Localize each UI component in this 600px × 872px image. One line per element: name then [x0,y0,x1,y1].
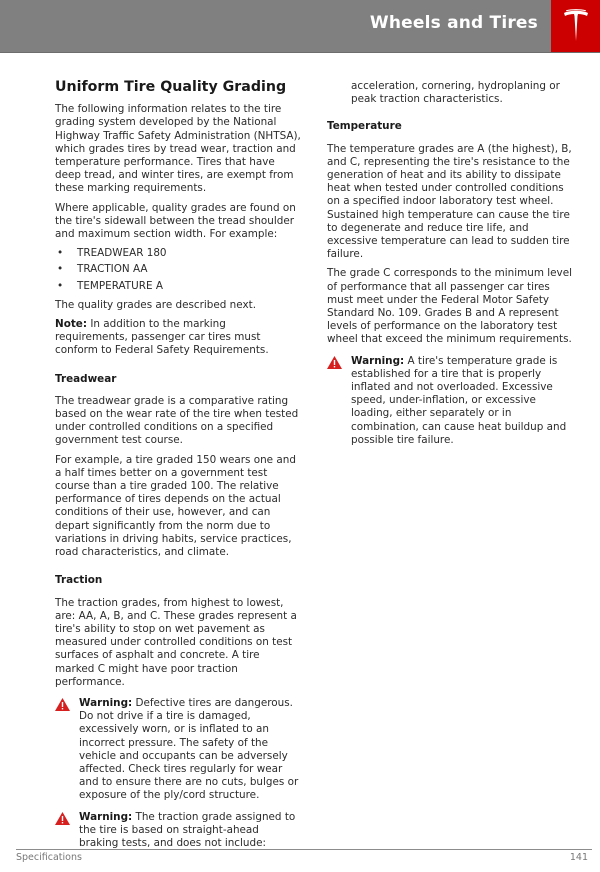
temperature-paragraph-1: The temperature grades are A (the highest), B, and C, representing the tire's resistance to the generation of heat and its ability to dissipate heat when tested under controlled conditions on a specified indoor laboratory test wheel. Sustained high temperature can cause the tire to degenerate and reduce tire life, and excessive temperature can lead to sudden tire failure. [327,142,572,261]
grade-examples-list [55,247,301,293]
treadwear-heading: Treadwear [55,372,117,385]
footer-section-name: Specifications [16,852,82,863]
described-next-paragraph: The quality grades are described next. [55,298,257,311]
warning-label: Warning: [79,696,133,709]
warning-traction-grade [55,811,301,851]
example-text: TEMPERATURE A [77,279,163,292]
list-item [55,280,301,293]
intro-paragraph: The following information relates to the tire grading system developed by the National Highway Traffic Safety Administration (NHTSA), which grades tires by tread wear, traction and temperature performance. Tires that have deep tread, and winter tires, are exempt from these marking requirements. [55,103,301,195]
right-column [327,80,577,453]
note-paragraph [55,318,301,358]
warning-temperature-grade [327,355,577,447]
section-title: Uniform Tire Quality Grading [55,79,287,95]
page-number: 141 [569,852,588,863]
warning-defective-tires [55,697,301,803]
warning-label: Warning: [79,810,133,823]
warning-continuation: acceleration, cornering, hydroplaning or peak traction characteristics. [351,80,560,106]
list-item [55,263,301,276]
header-bar [0,0,600,53]
warning-label: Warning: [351,354,405,367]
footer-divider [16,849,592,850]
warning-triangle-icon [55,812,70,825]
traction-heading: Traction [55,574,103,587]
treadwear-paragraph-1: The treadwear grade is a comparative rating based on the wear rate of the tire when tested under controlled conditions on a specified government test course. [55,394,299,447]
warning-triangle-icon [327,356,342,369]
treadwear-section [55,373,301,560]
note-text: In addition to the marking requirements, passenger car tires must conform to Federal Safety Requirements. [55,318,269,357]
where-applicable-paragraph: Where applicable, quality grades are found on the tire's sidewall between the tread shoulder and maximum section width. For example: [55,201,296,241]
example-text: TREADWEAR 180 [77,247,167,260]
brand-logo-box [551,0,600,52]
tesla-logo-icon [563,9,589,43]
temperature-paragraph-2: The grade C corresponds to the minimum level of performance that all passenger car tires must meet under the Federal Motor Safety Standard No. 109. Grades B and A represent levels of performance on the laboratory test wheel that exceed the minimum requirements. [327,267,572,346]
temperature-heading: Temperature [327,120,402,133]
chapter-title: Wheels and Tires [369,13,538,33]
warning-triangle-icon [55,698,70,711]
temperature-section [327,120,577,447]
bullet-icon: • [57,263,64,276]
traction-section [55,574,301,850]
treadwear-paragraph-2: For example, a tire graded 150 wears one and a half times better on a government test course than a tire graded 100. The relative performance of tires depends on the actual conditions of their use, however, and can depart significantly from the norm due to variations in driving habits, service practices, road characteristics, and climate. [55,453,296,559]
warning-text: Defective tires are dangerous. Do not drive if a tire is damaged, excessively worn, or is inflated to an incorrect pressure. The safety of the vehicle and occupants can be adversely affected. Check tires regularly for wear and to ensure there are no cuts, bulges or exposure of the ply/cord structure. [79,696,299,802]
example-text: TRACTION AA [77,263,148,276]
warning-text: A tire's temperature grade is established for a tire that is properly inflated and not overloaded. Excessive speed, under-inflation, or excessive loading, either separately or in combination, can cause heat buildup and possible tire failure. [351,354,567,446]
traction-paragraph: The traction grades, from highest to lowest, are: AA, A, B, and C. These grades represent a tire's ability to stop on wet pavement as measured under controlled conditions on test surfaces of asphalt and concrete. A tire marked C might have poor traction performance. [55,596,297,688]
left-column [55,78,301,856]
bullet-icon: • [57,279,64,292]
note-label: Note: [55,318,88,331]
bullet-icon: • [57,247,64,260]
warning-text: The traction grade assigned to the tire is based on straight-ahead braking tests, and does not include: [79,810,296,849]
list-item [55,247,301,260]
